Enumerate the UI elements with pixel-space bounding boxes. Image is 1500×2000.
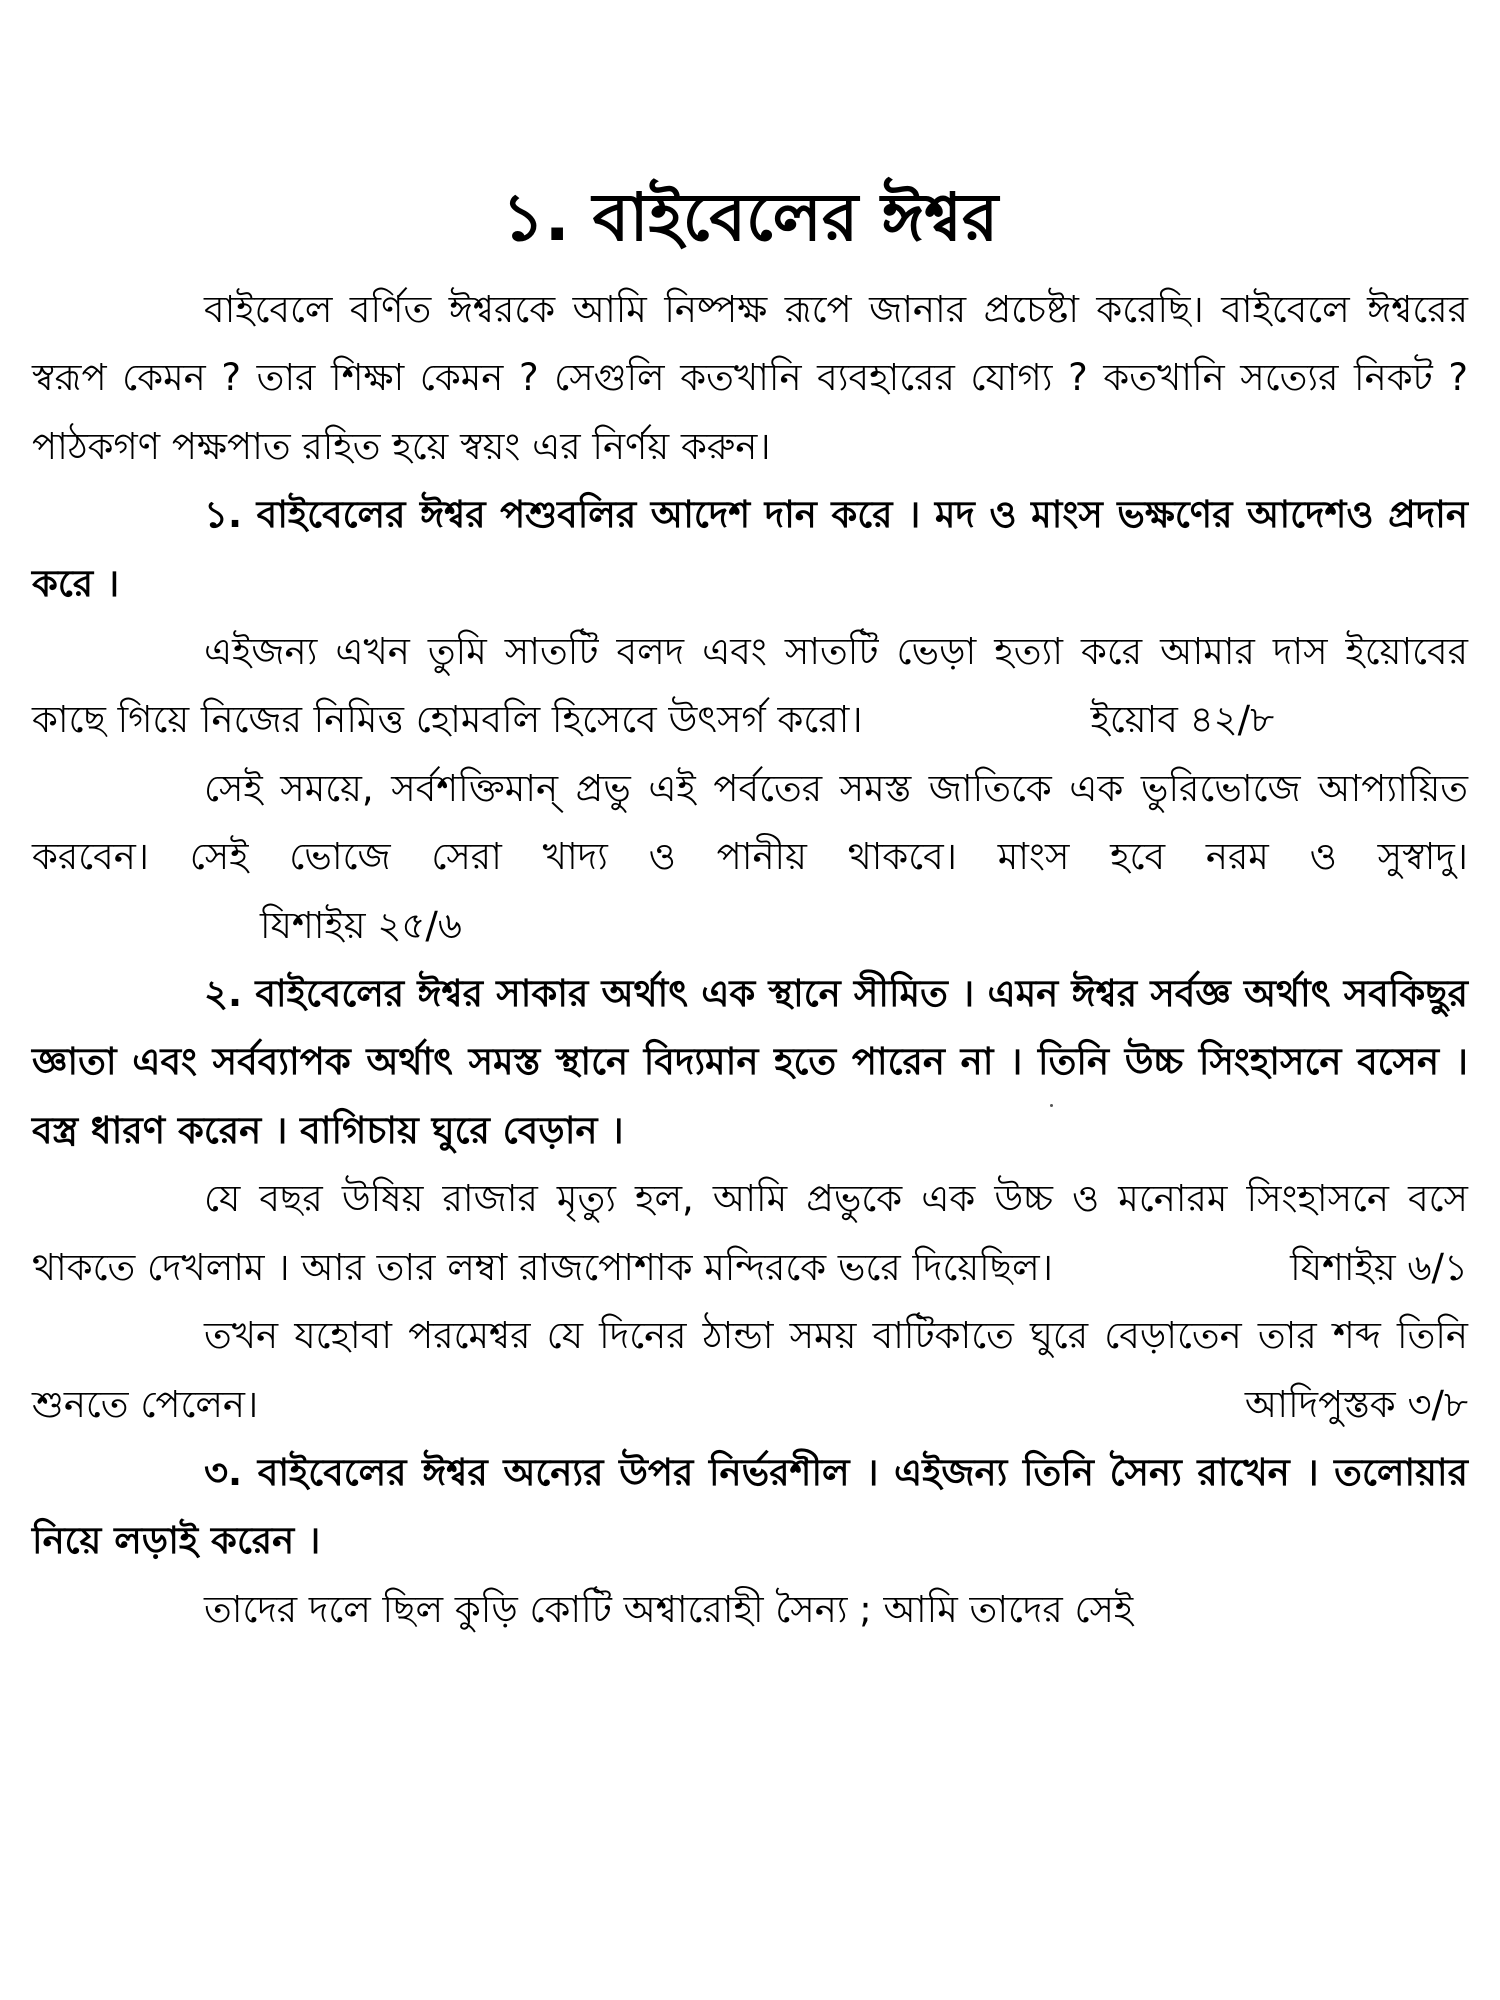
quote-text: যে বছর উষিয় রাজার মৃত্যু হল, আমি প্রভুকে এক উচ্চ ও মনোরম সিংহাসনে বসে থাকতে দেখলাম । আর তার লম্বা রাজপোশাক মন্দিরকে ভরে দিয়েছিল।	[32, 1177, 1468, 1289]
scripture-quote	[32, 755, 1468, 960]
section-heading: ৩. বাইবেলের ঈশ্বর অন্যের উপর নির্ভরশীল । এইজন্য তিনি সৈন্য রাখেন । তলোয়ার নিয়ে লড়াই করেন ।	[32, 1450, 1468, 1563]
page-title: ১. বাইবেলের ঈশ্বর	[501, 179, 999, 256]
scripture-reference: আদিপুস্তক ৩/৮	[1244, 1382, 1468, 1426]
section-heading: ১. বাইবেলের ঈশ্বর পশুবলির আদেশ দান করে । মদ ও মাংস ভক্ষণের আদেশও প্রদান করে ।	[32, 493, 1468, 605]
scripture-reference: ইয়োব ৪২/৮	[1090, 698, 1275, 742]
scripture-reference: যিশাইয় ৬/১	[1290, 1245, 1468, 1289]
scripture-reference: যিশাইয় ২৫/৬	[260, 903, 462, 947]
section-heading: ২. বাইবেলের ঈশ্বর সাকার অর্থাৎ এক স্থানে সীমিত । এমন ঈশ্বর সর্বজ্ঞ অর্থাৎ সবকিছুর জ্ঞাতা এবং সর্বব্যাপক অর্থাৎ সমস্ত স্থানে বিদ্যমান হতে পারেন না । তিনি উচ্চ সিংহাসনে বসেন । বস্ত্র ধারণ করেন । বাগিচায় ঘুরে বেড়ান ।	[32, 972, 1468, 1152]
scripture-quote: তাদের দলে ছিল কুড়ি কোটি অশ্বারোহী সৈন্য ; আমি তাদের সেই	[204, 1587, 1134, 1631]
scripture-quote	[32, 618, 1468, 755]
document-body	[32, 276, 1468, 1644]
quote-text: সেই সময়ে, সর্বশক্তিমান্ প্রভু এই পর্বতের সমস্ত জাতিকে এক ভুরিভোজে আপ্যায়িত করবেন। সেই ভোজে সেরা খাদ্য ও পানীয় থাকবে। মাংস হবে নরম ও সুস্বাদু।	[32, 766, 1468, 879]
intro-paragraph: বাইবেলে বর্ণিত ঈশ্বরকে আমি নিষ্পক্ষ রূপে জানার প্রচেষ্টা করেছি। বাইবেলে ঈশ্বরের স্বরূপ কেমন ? তার শিক্ষা কেমন ? সেগুলি কতখানি ব্যবহারের যোগ্য ? কতখানি সত্যের নিকট ? পাঠকগণ পক্ষপাত রহিত হয়ে স্বয়ং এর নির্ণয় করুন।	[32, 288, 1468, 468]
quote-text: তখন যহোবা পরমেশ্বর যে দিনের ঠান্ডা সময় বাটিকাতে ঘুরে বেড়াতেন তার শব্দ তিনি শুনতে পেলেন।	[32, 1314, 1468, 1426]
quote-text: এইজন্য এখন তুমি সাতটি বলদ এবং সাতটি ভেড়া হত্যা করে আমার দাস ইয়োবের কাছে গিয়ে নিজের নিমিত্ত হোমবলি হিসেবে উৎসর্গ করো।	[32, 630, 1468, 742]
scripture-quote	[32, 1165, 1468, 1302]
scan-speck	[1050, 1104, 1053, 1107]
scripture-quote	[32, 1302, 1468, 1439]
